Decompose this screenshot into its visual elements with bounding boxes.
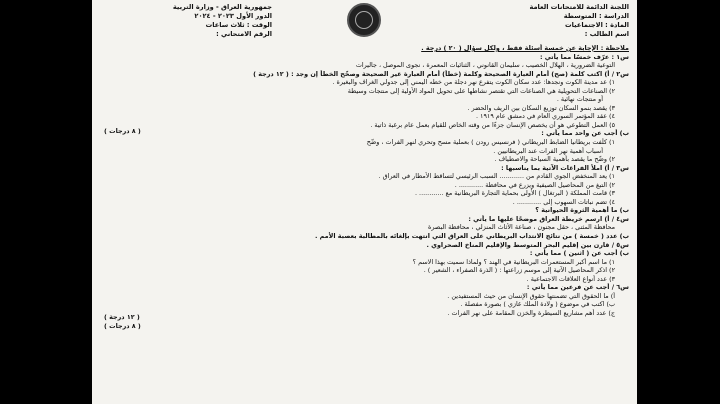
answer-line: أو منتجات نهائية . bbox=[556, 95, 603, 104]
answer-line: ٢) التبغ من المحاصيل الصيفية ويزرع في محافظة ............ . bbox=[454, 180, 615, 189]
answer-line: أسباب أهمية نهر الفرات عند البريطانيين . bbox=[493, 146, 603, 155]
question-line: س٤ / أ) ارسم خريطة العراق موضحًا عليها ما يأتي : bbox=[468, 214, 629, 223]
question-line: س١ : عرّف خمسًا مما يأتي : bbox=[539, 52, 629, 61]
header-line: الوقت : ثلاث ساعات bbox=[205, 21, 272, 29]
header-line: الدراسة : المتوسطة bbox=[563, 12, 629, 20]
score-label: ( ٨ درجات ) bbox=[104, 322, 141, 330]
answer-line: ٣) قامت المملكة ( البرتغال ) الأولى بحماية التجارة البريطانية مع ............ . bbox=[414, 189, 615, 198]
answer-line: ١) عد مدينة الكوت ونجدها: عدد سكان الكوت يتفرع نهر دجلة من خطه اليمني إلى جدولي الغراف والبغيرة . bbox=[332, 78, 615, 87]
header-line: جمهورية العراق - وزارة التربية bbox=[172, 3, 272, 11]
question-line: س٢ / أ) اكتب كلمة (صح) أمام العبارة الصحيحة وكلمة (خطأ) أمام العبارة غير الصحيحة وصحّح الخطأ إن وجد : ( ١٢ درجة ) bbox=[253, 69, 629, 78]
question-line: س٥ / قارن بين إقليم البحر المتوسط والإقليم المناخ الصحراوي . bbox=[426, 240, 629, 249]
answer-line: ٤) تضم نباتات السهوب إلى ............ . bbox=[512, 197, 615, 206]
question-line: س٣ / أ) املأ الفراغات الآتية بما يناسبها : bbox=[501, 163, 629, 172]
question-line: ب) أجب عن ( اثنين ) مما يأتي : bbox=[529, 249, 629, 258]
answer-line: ٣) يقصد بنمو السكان توزيع السكان بين الريف والحضر . bbox=[467, 103, 615, 112]
answer-line: ٥) العمل التطوعي هو أن يخصص الإنسان جزءًا من وقته الخاص للقيام بعمل عام برغبة ذاتية . bbox=[370, 120, 615, 129]
answer-line: ج) عدد أهم مشاريع السيطرة والخزن المقامة على نهر الفرات . bbox=[447, 308, 615, 317]
question-line: ب) ما أهمية الثروة الحيوانية ؟ bbox=[535, 206, 629, 215]
question-line: ملاحظة : الإجابة عن خمسة أسئلة فقط ، ولكل سؤال ( ٢٠ ) درجة . bbox=[421, 44, 629, 52]
answer-line: ١) يعد المنخفض الجوي القادم من ............ السبب الرئيسي لتساقط الأمطار في العراق . bbox=[378, 172, 615, 181]
score-label: ( ١٢ درجة ) bbox=[104, 313, 140, 321]
header-line: اللجنة الدائمة للامتحانات العامة bbox=[529, 3, 629, 11]
exam-questions bbox=[102, 44, 629, 318]
header-line: الرقم الامتحاني : bbox=[216, 30, 272, 38]
header-line: الدور الأول ٢٠٢٣ - ٢٠٢٤ bbox=[194, 12, 272, 20]
header-line: المادة : الاجتماعيات bbox=[565, 21, 629, 29]
answer-line: أ) ما الحقوق التي تضمنتها حقوق الإنسان من حيث المستفيدين . bbox=[447, 291, 615, 300]
answer-line: التوعية الضرورية ، الهلال الخصيب ، سليمان القانوني ، الثنائيات المعمرة ، نجوى الموصل ، جاليرات bbox=[355, 61, 615, 70]
answer-line: ٤) عقد المؤتمر السوري العام في دمشق عام ١٩١٩ . bbox=[475, 112, 615, 121]
question-line: ب) عدد ( خمسة ) من نتائج الانتداب البريطاني على العراق التي انتهت بإلغائه بالمطالبة بعصبة الأمم . bbox=[314, 232, 629, 241]
exam-paper bbox=[92, 0, 637, 404]
answer-line: ١) ما اسم أكبر المستعمرات البريطانية في الهند ؟ ولماذا سميت بهذا الاسم ؟ bbox=[412, 257, 615, 266]
score-label: ( ٨ درجات ) bbox=[104, 127, 141, 135]
header-right bbox=[439, 3, 629, 39]
header-left bbox=[102, 3, 272, 39]
answer-line: محافظة المثنى ، حقل مجنون ، صناعة الأثاث المنزلي ، محافظة البصرة bbox=[428, 223, 615, 232]
question-line: س٦ / أجب عن فرعين مما يأتي : bbox=[526, 283, 629, 292]
answer-line: ٢) وضّح ما يقصد بأهمية السياحة والاصطياف . bbox=[494, 155, 615, 164]
answer-line: ٣) عدد أنواع العلاقات الاجتماعية . bbox=[526, 274, 615, 283]
answer-line: ٢) الصناعات التحويلية هي الصناعات التي تقتصر نشاطها على تحويل المواد الأولية إلى منتجات وسيطة bbox=[347, 86, 615, 95]
answer-line: ب) اكتب في موضوع ( ولادة الملك غازي ) بصورة مفصلة . bbox=[460, 300, 615, 309]
answer-line: ١) كلّفت بريطانيا الضابط البريطاني ( فرنسيس رودن ) بعملية مسح وتحري لنهر الفرات ، وضّح bbox=[366, 138, 615, 147]
ministry-emblem-icon bbox=[347, 3, 381, 37]
question-line: ب) أجب عن واحد مما يأتي : bbox=[541, 129, 629, 138]
answer-line: ٢) اذكر المحاصيل الآتية إلى موسم زراعتها : ( الذرة الصفراء ، الشعير ) . bbox=[423, 266, 615, 275]
header-line: اسم الطالب : bbox=[584, 30, 629, 38]
